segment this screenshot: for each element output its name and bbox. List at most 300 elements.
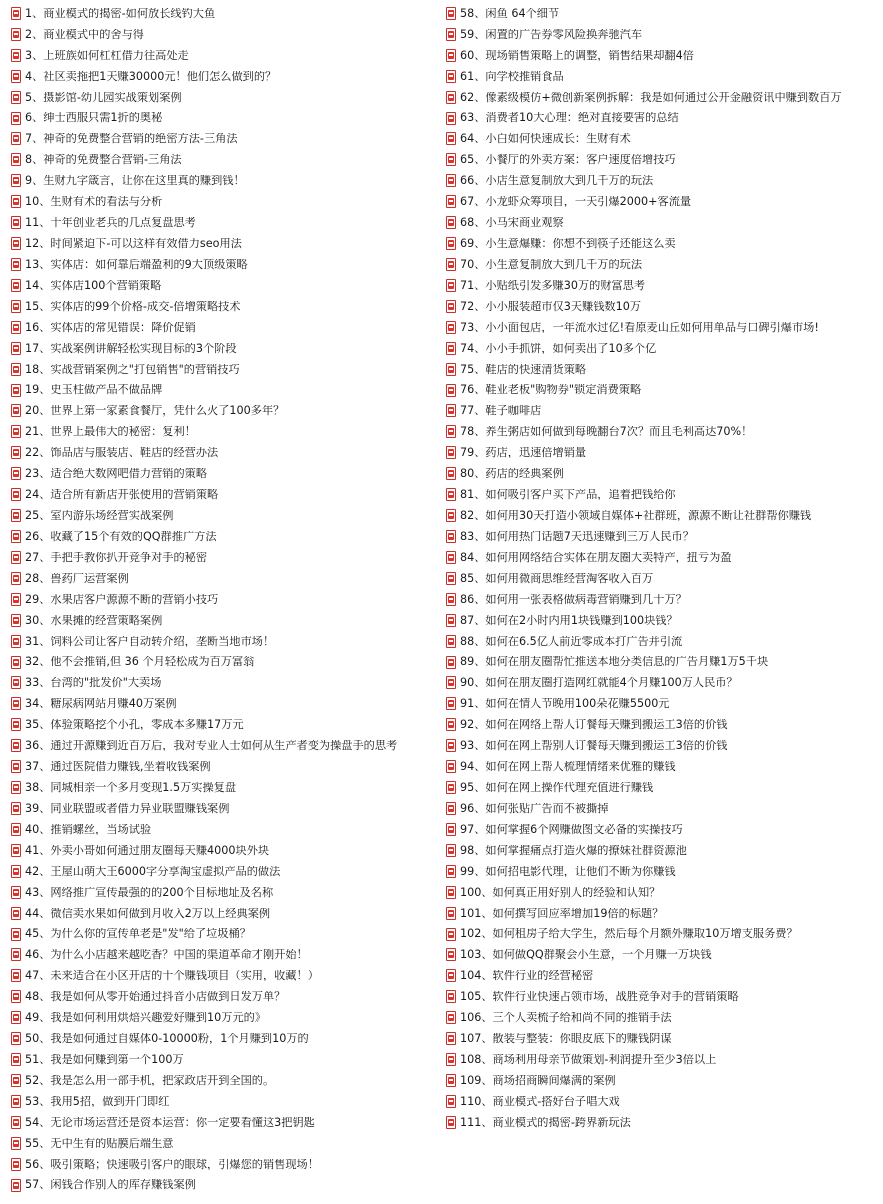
pdf-file-icon xyxy=(11,614,21,627)
file-name: 71、小贴纸引发多赚30万的财富思考 xyxy=(460,279,646,292)
pdf-file-icon xyxy=(11,1179,21,1192)
pdf-file-icon xyxy=(11,844,21,857)
file-name: 97、如何掌握6个网赚做图文必备的实操技巧 xyxy=(460,823,683,836)
file-name: 17、实战案例讲解轻松实现目标的3个阶段 xyxy=(25,342,237,354)
file-name: 22、饰品店与服装店、鞋店的经营办法 xyxy=(25,447,219,459)
file-name: 65、小餐厅的外卖方案：客户速度倍增技巧 xyxy=(460,154,676,166)
file-name: 43、网络推广宣传最强的的200个目标地址及名称 xyxy=(25,886,274,898)
file-name: 59、闲置的广告券零风险换奔驰汽车 xyxy=(460,28,643,40)
pdf-file-icon xyxy=(11,49,21,62)
file-name: 77、鞋子咖啡店 xyxy=(460,405,542,417)
file-item[interactable] xyxy=(11,3,441,24)
file-name: 44、微信卖水果如何做到月收入2万以上经典案例 xyxy=(25,907,271,919)
file-item[interactable] xyxy=(11,944,441,965)
file-name: 47、未来适合在小区开店的十个赚钱项目（实用，收藏！） xyxy=(25,970,319,982)
file-name: 41、外卖小哥如何通过朋友圈每天赚4000块外块 xyxy=(25,844,270,856)
pdf-file-icon xyxy=(446,384,456,397)
file-item[interactable] xyxy=(446,798,882,819)
file-name: 69、小生意爆赚：你想不到筷子还能这么卖 xyxy=(460,238,676,250)
file-name: 63、消费者10大心理：绝对直接要害的总结 xyxy=(460,112,679,124)
file-name: 81、如何吸引客户买下产品，追着把钱给你 xyxy=(460,489,676,501)
file-item[interactable] xyxy=(11,589,441,610)
file-item[interactable] xyxy=(11,673,441,694)
file-name: 70、小生意复制放大到几千万的玩法 xyxy=(460,258,643,271)
pdf-file-icon xyxy=(446,676,456,689)
file-name: 27、手把手教你扒开竞争对手的秘密 xyxy=(25,551,208,564)
pdf-file-icon xyxy=(11,321,21,334)
pdf-file-icon xyxy=(446,948,456,961)
pdf-file-icon xyxy=(11,1116,21,1129)
file-name: 107、散装与整装：你眼皮底下的赚钱阴谋 xyxy=(460,1033,672,1045)
file-name: 49、我是如何利用烘焙兴趣爱好赚到10万元的》 xyxy=(25,1012,267,1024)
pdf-file-icon xyxy=(11,865,21,878)
file-item[interactable] xyxy=(11,463,441,484)
file-name: 104、软件行业的经营秘密 xyxy=(460,970,594,982)
pdf-file-icon xyxy=(446,425,456,438)
file-item[interactable] xyxy=(11,1154,441,1175)
file-name: 7、神奇的免费整合营销的绝密方法-三角法 xyxy=(25,133,238,145)
pdf-file-icon xyxy=(446,1095,456,1108)
file-item[interactable] xyxy=(446,714,882,735)
pdf-file-icon xyxy=(446,614,456,627)
file-name: 82、如何用30天打造小领域自媒体+社群班，源源不断让社群帮你赚钱 xyxy=(460,509,812,522)
file-name: 96、如何张贴广告而不被撕掉 xyxy=(460,802,609,815)
file-item[interactable] xyxy=(446,882,882,903)
file-name: 74、小小手抓饼，如何卖出了10多个亿 xyxy=(460,342,657,354)
file-name: 35、体验策略挖个小孔，零成本多赚17万元 xyxy=(25,719,244,731)
pdf-file-icon xyxy=(446,70,456,83)
pdf-file-icon xyxy=(11,1095,21,1108)
file-item[interactable] xyxy=(446,944,882,965)
file-name: 91、如何在情人节晚用100朵花赚5500元 xyxy=(460,698,670,710)
file-item[interactable] xyxy=(11,1049,441,1070)
pdf-file-icon xyxy=(446,1074,456,1087)
file-item[interactable] xyxy=(11,484,441,505)
file-item[interactable] xyxy=(446,359,882,380)
file-item[interactable] xyxy=(446,380,882,401)
file-item[interactable] xyxy=(446,819,882,840)
file-name: 85、如何用微商思维经营淘客收入百万 xyxy=(460,572,654,584)
file-item[interactable] xyxy=(446,254,882,275)
file-item[interactable] xyxy=(11,24,441,45)
file-name: 21、世界上最伟大的秘密：复利！ xyxy=(25,426,196,438)
pdf-file-icon xyxy=(446,91,456,104)
file-name: 99、如何招电影代理，让他们不断为你赚钱 xyxy=(460,865,676,877)
file-name: 24、适合所有新店开张使用的营销策略 xyxy=(25,489,219,501)
file-item[interactable] xyxy=(11,254,441,275)
file-item[interactable] xyxy=(446,24,882,45)
file-item[interactable] xyxy=(11,798,441,819)
pdf-file-icon xyxy=(446,404,456,417)
pdf-file-icon xyxy=(446,1032,456,1045)
pdf-file-icon xyxy=(11,656,21,669)
pdf-file-icon xyxy=(11,91,21,104)
file-name: 75、鞋店的快速清货策略 xyxy=(460,363,587,375)
pdf-file-icon xyxy=(446,1011,456,1024)
file-name: 55、无中生有的贴膜后端生意 xyxy=(25,1137,174,1149)
file-name: 1、商业模式的揭密-如何放长线钓大鱼 xyxy=(25,7,216,20)
file-item[interactable] xyxy=(11,965,441,986)
file-name: 54、无论市场运营还是资本运营：你一定要看懂这3把钥匙 xyxy=(25,1116,315,1128)
pdf-file-icon xyxy=(446,781,456,794)
file-item[interactable] xyxy=(11,66,441,87)
file-name: 83、如何用热门话题7天迅速赚到三万人民币？ xyxy=(460,530,694,543)
file-item[interactable] xyxy=(11,505,441,526)
file-name: 29、水果店客户源源不断的营销小技巧 xyxy=(25,593,219,605)
pdf-file-icon xyxy=(11,1137,21,1150)
pdf-file-icon xyxy=(11,928,21,941)
file-item[interactable] xyxy=(11,568,441,589)
pdf-file-icon xyxy=(11,990,21,1003)
file-item[interactable] xyxy=(11,275,441,296)
file-name: 106、三个人卖梳子给和尚不同的推销手法 xyxy=(460,1012,672,1024)
file-item[interactable] xyxy=(446,1007,882,1028)
file-item[interactable] xyxy=(446,840,882,861)
pdf-file-icon xyxy=(11,7,21,20)
file-item[interactable] xyxy=(11,1175,441,1196)
file-name: 46、为什么小店越来越吃香？中国的渠道革命才刚开始！ xyxy=(25,949,308,961)
file-name: 39、同业联盟或者借力异业联盟赚钱案例 xyxy=(25,802,230,815)
pdf-file-icon xyxy=(11,593,21,606)
file-item[interactable] xyxy=(11,317,441,338)
file-name: 62、像素级模仿+微创新案例拆解：我是如何通过公开金融资讯中赚到数百万 xyxy=(460,91,842,103)
pdf-file-icon xyxy=(446,551,456,564)
pdf-file-icon xyxy=(446,593,456,606)
file-item[interactable] xyxy=(446,777,882,798)
file-name: 67、小龙虾众筹项目，一天引爆2000+客流量 xyxy=(460,196,692,208)
file-item[interactable] xyxy=(11,233,441,254)
file-item[interactable] xyxy=(446,191,882,212)
pdf-file-icon xyxy=(446,321,456,334)
file-name: 8、神奇的免费整合营销-三角法 xyxy=(25,154,182,166)
file-name: 10、生财有术的看法与分析 xyxy=(25,196,163,208)
file-item[interactable] xyxy=(11,610,441,631)
pdf-file-icon xyxy=(11,404,21,417)
file-name: 95、如何在网上操作代理充值进行赚钱 xyxy=(460,781,654,794)
file-name: 26、收藏了15个有效的QQ群推广方法 xyxy=(25,530,217,543)
file-item[interactable] xyxy=(11,714,441,735)
pdf-file-icon xyxy=(11,572,21,585)
pdf-file-icon xyxy=(11,446,21,459)
file-item[interactable] xyxy=(446,317,882,338)
file-name: 32、他不会推销,但 36 个月轻松成为百万富翁 xyxy=(25,656,255,668)
file-name: 108、商场利用母亲节做策划-利润提升至少3倍以上 xyxy=(460,1053,717,1066)
pdf-file-icon xyxy=(11,509,21,522)
file-name: 2、商业模式中的舍与得 xyxy=(25,28,144,40)
pdf-file-icon xyxy=(446,7,456,20)
file-item[interactable] xyxy=(446,233,882,254)
file-item[interactable] xyxy=(446,631,882,652)
file-item[interactable] xyxy=(11,87,441,108)
file-item[interactable] xyxy=(446,129,882,150)
file-name: 9、生财九字箴言，让你在这里真的赚到钱！ xyxy=(25,175,245,187)
file-name: 89、如何在朋友圈帮忙推送本地分类信息的广告月赚1万5千块 xyxy=(460,656,769,668)
file-name: 92、如何在网络上帮人订餐每天赚到搬运工3倍的价钱 xyxy=(460,719,728,731)
pdf-file-icon xyxy=(446,509,456,522)
file-name: 87、如何在2小时内用1块钱赚到100块钱？ xyxy=(460,614,678,626)
file-item[interactable] xyxy=(446,735,882,756)
left-file-list xyxy=(11,3,441,1196)
file-item[interactable] xyxy=(446,1049,882,1070)
pdf-file-icon xyxy=(11,195,21,208)
pdf-file-icon xyxy=(11,112,21,125)
pdf-file-icon xyxy=(446,530,456,543)
file-item[interactable] xyxy=(446,442,882,463)
file-name: 19、史玉柱做产品不做品牌 xyxy=(25,384,163,396)
pdf-file-icon xyxy=(446,446,456,459)
file-name: 11、十年创业老兵的几点复盘思考 xyxy=(25,217,196,229)
file-item[interactable] xyxy=(11,149,441,170)
file-item[interactable] xyxy=(11,547,441,568)
pdf-file-icon xyxy=(11,823,21,836)
file-item[interactable] xyxy=(11,338,441,359)
file-name: 86、如何用一张表格做病毒营销赚到几十万？ xyxy=(460,593,687,605)
pdf-file-icon xyxy=(446,823,456,836)
pdf-file-icon xyxy=(11,70,21,83)
file-name: 90、如何在朋友圈打造网红就能4个月赚100万人民币？ xyxy=(460,677,738,689)
file-item[interactable] xyxy=(11,693,441,714)
file-name: 93、如何在网上帮别人订餐每天赚到搬运工3倍的价钱 xyxy=(460,740,728,752)
file-name: 16、实体店的常见错误：降价促销 xyxy=(25,321,196,333)
file-name: 52、我是怎么用一部手机，把家政店开到全国的。 xyxy=(25,1074,275,1087)
pdf-file-icon xyxy=(11,300,21,313)
file-item[interactable] xyxy=(11,45,441,66)
file-item[interactable] xyxy=(446,652,882,673)
file-name: 98、如何掌握痛点打造火爆的撩妹社群资源池 xyxy=(460,844,687,856)
pdf-file-icon xyxy=(446,1053,456,1066)
file-item[interactable] xyxy=(446,45,882,66)
file-item[interactable] xyxy=(446,693,882,714)
file-name: 6、绅士西服只需1折的奥秘 xyxy=(25,112,163,124)
file-item[interactable] xyxy=(11,108,441,129)
file-item[interactable] xyxy=(11,170,441,191)
file-item[interactable] xyxy=(11,1133,441,1154)
pdf-file-icon xyxy=(446,174,456,187)
file-item[interactable] xyxy=(446,66,882,87)
file-name: 105、软件行业快速占领市场，战胜竞争对手的营销策略 xyxy=(460,991,739,1003)
file-item[interactable] xyxy=(446,986,882,1007)
file-item[interactable] xyxy=(446,338,882,359)
file-name: 88、如何在6.5亿人前近零成本打广告并引流 xyxy=(460,635,683,647)
pdf-file-icon xyxy=(11,551,21,564)
pdf-file-icon xyxy=(11,697,21,710)
file-item[interactable] xyxy=(446,756,882,777)
file-item[interactable] xyxy=(446,1091,882,1112)
file-item[interactable] xyxy=(11,756,441,777)
file-item[interactable] xyxy=(11,1007,441,1028)
file-name: 84、如何用网络结合实体在朋友圈大卖特产，扭亏为盈 xyxy=(460,551,732,564)
file-item[interactable] xyxy=(11,924,441,945)
pdf-file-icon xyxy=(446,697,456,710)
pdf-file-icon xyxy=(11,530,21,543)
file-item[interactable] xyxy=(446,170,882,191)
pdf-file-icon xyxy=(11,781,21,794)
file-item[interactable] xyxy=(11,903,441,924)
pdf-file-icon xyxy=(11,425,21,438)
pdf-file-icon xyxy=(446,216,456,229)
pdf-file-icon xyxy=(11,279,21,292)
file-item[interactable] xyxy=(11,1028,441,1049)
file-item[interactable] xyxy=(11,735,441,756)
pdf-file-icon xyxy=(446,886,456,899)
file-item[interactable] xyxy=(11,777,441,798)
file-item[interactable] xyxy=(446,87,882,108)
pdf-file-icon xyxy=(446,153,456,166)
file-item[interactable] xyxy=(446,1112,882,1133)
file-name: 66、小店生意复制放大到几千万的玩法 xyxy=(460,175,654,187)
file-item[interactable] xyxy=(11,401,441,422)
file-name: 109、商场招商瞬间爆满的案例 xyxy=(460,1074,616,1087)
pdf-file-icon xyxy=(11,1053,21,1066)
file-name: 64、小白如何快速成长：生财有术 xyxy=(460,133,631,145)
file-item[interactable] xyxy=(11,212,441,233)
file-name: 31、饲料公司让客户自动转介绍，垄断当地市场！ xyxy=(25,635,275,647)
file-name: 42、王屋山萌大王6000字分享淘宝虚拟产品的做法 xyxy=(25,865,281,877)
pdf-file-icon xyxy=(446,488,456,501)
file-name: 5、摄影馆-幼儿园实战策划案例 xyxy=(25,91,182,103)
file-name: 38、同城相亲一个多月变现1.5万实操复盘 xyxy=(25,781,237,794)
file-item[interactable] xyxy=(446,568,882,589)
file-name: 48、我是如何从零开始通过抖音小店做到日发万单？ xyxy=(25,991,286,1003)
file-name: 79、药店，迅速倍增销量 xyxy=(460,447,587,459)
pdf-file-icon xyxy=(11,948,21,961)
pdf-file-icon xyxy=(446,279,456,292)
pdf-file-icon xyxy=(446,132,456,145)
file-name: 101、如何撰写回应率增加19倍的标题？ xyxy=(460,907,664,919)
pdf-file-icon xyxy=(11,467,21,480)
file-item[interactable] xyxy=(11,840,441,861)
file-item[interactable] xyxy=(446,149,882,170)
file-item[interactable] xyxy=(11,380,441,401)
file-item[interactable] xyxy=(11,819,441,840)
file-item[interactable] xyxy=(11,861,441,882)
file-item[interactable] xyxy=(446,296,882,317)
pdf-file-icon xyxy=(11,363,21,376)
file-item[interactable] xyxy=(446,861,882,882)
file-item[interactable] xyxy=(11,986,441,1007)
file-item[interactable] xyxy=(11,359,441,380)
file-name: 56、吸引策略；快速吸引客户的眼球，引爆您的销售现场！ xyxy=(25,1158,319,1170)
file-item[interactable] xyxy=(11,296,441,317)
pdf-file-icon xyxy=(11,153,21,166)
file-item[interactable] xyxy=(446,547,882,568)
file-name: 15、实体店的99个价格-成交-倍增策略技术 xyxy=(25,300,241,312)
file-name: 61、向学校推销食品 xyxy=(460,70,564,82)
file-item[interactable] xyxy=(11,631,441,652)
file-item[interactable] xyxy=(11,1112,441,1133)
pdf-file-icon xyxy=(446,1116,456,1129)
file-item[interactable] xyxy=(446,421,882,442)
file-item[interactable] xyxy=(11,882,441,903)
pdf-file-icon xyxy=(446,572,456,585)
file-item[interactable] xyxy=(11,129,441,150)
file-name: 78、养生粥店如何做到每晚翻台7次？而且毛利高达70%！ xyxy=(460,426,753,438)
pdf-file-icon xyxy=(446,739,456,752)
pdf-file-icon xyxy=(446,865,456,878)
file-name: 68、小马宋商业观察 xyxy=(460,217,564,229)
file-name: 53、我用5招，做到开门即红 xyxy=(25,1095,170,1107)
file-item[interactable] xyxy=(446,401,882,422)
file-name: 72、小小服装超市仅3天赚钱数10万 xyxy=(460,300,642,312)
file-name: 58、闲鱼 64个细节 xyxy=(460,7,560,20)
pdf-file-icon xyxy=(11,384,21,397)
file-item[interactable] xyxy=(11,652,441,673)
pdf-file-icon xyxy=(11,488,21,501)
file-name: 23、适合绝大数网吧借力营销的策略 xyxy=(25,468,208,480)
pdf-file-icon xyxy=(446,802,456,815)
file-item[interactable] xyxy=(11,421,441,442)
file-item[interactable] xyxy=(446,610,882,631)
file-name: 28、兽药厂运营案例 xyxy=(25,572,129,584)
pdf-file-icon xyxy=(11,907,21,920)
file-name: 94、如何在网上帮人梳理情绪来优雅的赚钱 xyxy=(460,761,676,773)
file-item[interactable] xyxy=(11,191,441,212)
pdf-file-icon xyxy=(446,467,456,480)
file-name: 14、实体店100个营销策略 xyxy=(25,279,162,292)
pdf-file-icon xyxy=(11,174,21,187)
file-item[interactable] xyxy=(11,442,441,463)
file-item[interactable] xyxy=(446,505,882,526)
file-item[interactable] xyxy=(446,1028,882,1049)
file-item[interactable] xyxy=(446,965,882,986)
file-item[interactable] xyxy=(446,212,882,233)
pdf-file-icon xyxy=(11,216,21,229)
file-item[interactable] xyxy=(446,275,882,296)
file-item[interactable] xyxy=(446,463,882,484)
pdf-file-icon xyxy=(446,112,456,125)
file-item[interactable] xyxy=(446,589,882,610)
pdf-file-icon xyxy=(446,990,456,1003)
pdf-file-icon xyxy=(11,237,21,250)
pdf-file-icon xyxy=(446,300,456,313)
file-item[interactable] xyxy=(446,673,882,694)
pdf-file-icon xyxy=(446,907,456,920)
file-name: 60、现场销售策略上的调整，销售结果却翻4倍 xyxy=(460,49,694,61)
pdf-file-icon xyxy=(11,760,21,773)
file-name: 110、商业模式-搭好台子唱大戏 xyxy=(460,1095,620,1107)
file-name: 45、为什么你的宣传单老是"发"给了垃圾桶？ xyxy=(25,928,251,940)
file-item[interactable] xyxy=(446,484,882,505)
pdf-file-icon xyxy=(11,1158,21,1171)
pdf-file-icon xyxy=(11,132,21,145)
file-name: 80、药店的经典案例 xyxy=(460,468,564,480)
file-name: 103、如何做QQ群聚会小生意，一个月赚一万块钱 xyxy=(460,949,712,961)
file-item[interactable] xyxy=(11,526,441,547)
file-name: 20、世界上第一家素食餐厅，凭什么火了100多年？ xyxy=(25,405,285,417)
file-item[interactable] xyxy=(446,903,882,924)
file-item[interactable] xyxy=(446,1070,882,1091)
pdf-file-icon xyxy=(11,718,21,731)
pdf-file-icon xyxy=(446,237,456,250)
pdf-file-icon xyxy=(446,635,456,648)
file-item[interactable] xyxy=(446,924,882,945)
pdf-file-icon xyxy=(446,969,456,982)
pdf-file-icon xyxy=(446,28,456,41)
file-name: 4、社区卖拖把1天赚30000元！他们怎么做到的？ xyxy=(25,70,277,82)
file-item[interactable] xyxy=(11,1070,441,1091)
file-item[interactable] xyxy=(446,108,882,129)
pdf-file-icon xyxy=(11,635,21,648)
file-item[interactable] xyxy=(11,1091,441,1112)
pdf-file-icon xyxy=(11,969,21,982)
pdf-file-icon xyxy=(11,28,21,41)
file-name: 34、糖尿病网站月赚40万案例 xyxy=(25,698,177,710)
pdf-file-icon xyxy=(446,718,456,731)
file-item[interactable] xyxy=(446,3,882,24)
file-name: 50、我是如何通过自媒体0-10000粉，1个月赚到10万的 xyxy=(25,1033,309,1045)
file-item[interactable] xyxy=(446,526,882,547)
file-name: 37、通过医院借力赚钱,坐着收钱案例 xyxy=(25,761,211,773)
